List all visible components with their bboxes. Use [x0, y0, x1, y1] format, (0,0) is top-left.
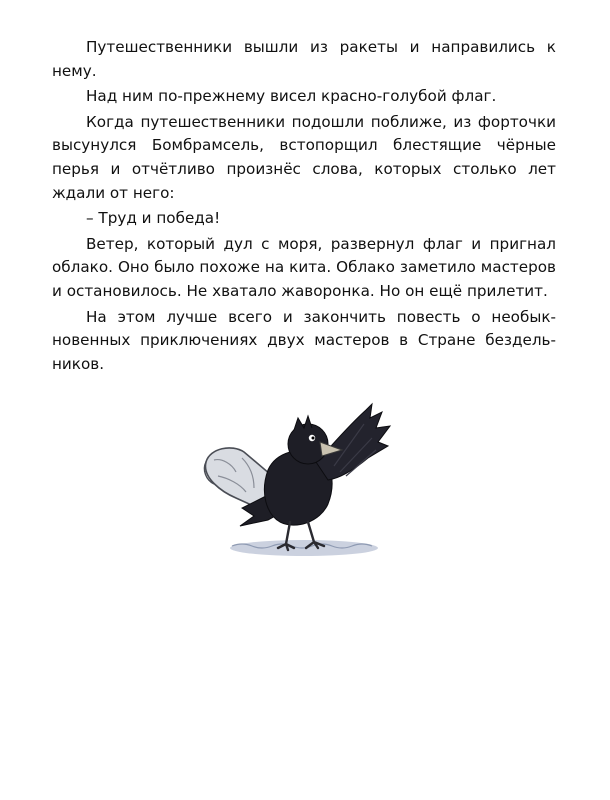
paragraph-4: – Труд и победа!: [86, 209, 221, 228]
paragraph-3: Когда путешественники подошли поближе, из форточки высунулся Бомбрамсель, встопорщил блестящие чёрные перья и отчётливо произнёс слова, которых столько лет ждали от него:: [52, 112, 556, 202]
paragraph-1: Путешественники вышли из ракеты и направились к нему.: [52, 38, 556, 80]
paragraph-2: Над ним по-прежнему висел красно-голубой флаг.: [86, 87, 497, 106]
story-text: [52, 36, 556, 376]
paragraph-5: Ветер, который дул с моря, развернул флаг и пригнал облако. Оно было похоже на кита. Облако заметило мастеров и остановилось. Не хватало жаворонка. Но он ещё прилетит.: [52, 234, 556, 300]
paragraph-6: На этом лучше всего и закончить повесть о необыкновенных приключениях двух мастеров в Стране бездельников.: [52, 307, 556, 373]
crow-illustration: [196, 388, 420, 560]
